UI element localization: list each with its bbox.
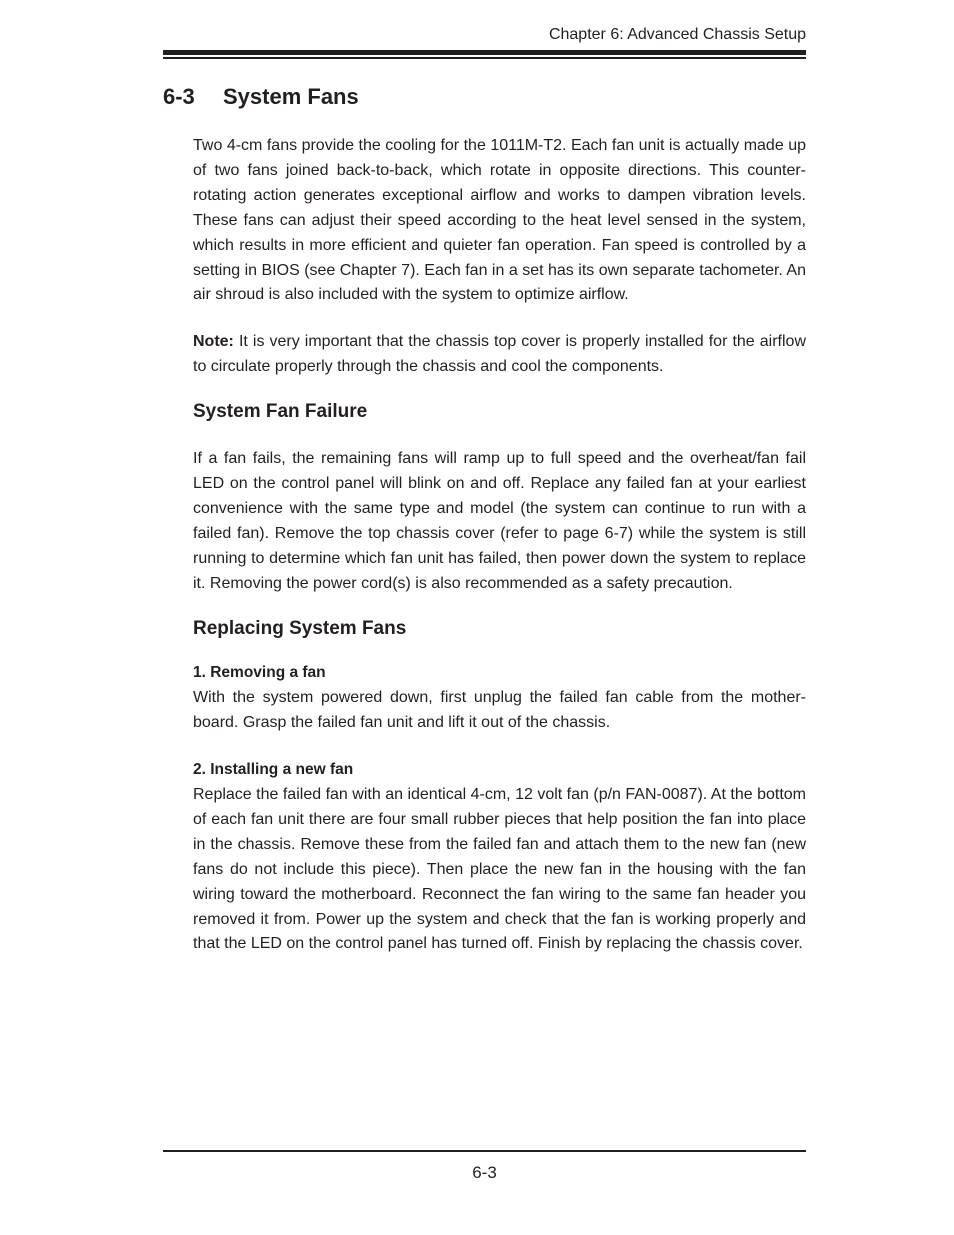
fan-failure-heading: System Fan Failure: [193, 401, 368, 423]
section-title: [163, 84, 359, 110]
note-paragraph: [193, 330, 806, 380]
replacing-fans-heading: Replacing System Fans: [193, 617, 407, 639]
step1-text: With the system powered down, first unplug the failed fan cable from the mother-board. Grasp the failed fan unit and lift it out of the chassis.: [193, 689, 806, 732]
section-title-text: System Fans: [223, 84, 359, 109]
note-label: Note:: [193, 333, 234, 351]
page-content: [193, 134, 806, 957]
fan-failure-paragraph: If a fan fails, the remaining fans will ramp up to full speed and the overheat/fan fail LED on the control panel will blink on and off. Replace any failed fan at your earliest convenience with the same type and model (the system can continue to run with a failed fan). Remove the top chassis cover (refer to page 6-7) while the system is still running to determine which fan unit has failed, then power down the system to replace it. Removing the power cord(s) is also recommended as a safety precaution.: [193, 450, 806, 592]
section-number: 6-3: [163, 84, 195, 109]
step1-title: 1. Removing a fan: [193, 664, 326, 682]
step2-text: Replace the failed fan with an identical 4-cm, 12 volt fan (p/n FAN-0087). At the bottom of each fan unit there are four small rubber pieces that help position the fan into place in the chassis. Remove these from the failed fan and attach them to the new fan (new fans do not include this piece). Then place the new fan in the housing with the fan wiring toward the motherboard. Reconnect the fan wiring to the same fan header you removed it from. Power up the system and check that the fan is working properly and that the LED on the control panel has turned off. Finish by replacing the chassis cover.: [193, 786, 806, 953]
step2-title: 2. Installing a new fan: [193, 761, 354, 779]
note-text: It is very important that the chassis top cover is properly installed for the airflow to circulate properly through the chassis and cool the components.: [193, 333, 806, 376]
page-number: 6-3: [472, 1163, 497, 1182]
intro-paragraph: Two 4-cm fans provide the cooling for the 1011M-T2. Each fan unit is actually made up of two fans joined back-to-back, which rotate in opposite directions. This counter-rotating action generates exceptional airflow and works to dampen vibration levels. These fans can adjust their speed according to the heat level sensed in the system, which results in more efficient and quieter fan operation. Fan speed is controlled by a setting in BIOS (see Chapter 7). Each fan in a set has its own separate tachometer. An air shroud is also included with the system to optimize airflow.: [193, 137, 806, 304]
header-rule-thin: [163, 57, 806, 59]
chapter-header: Chapter 6: Advanced Chassis Setup: [548, 26, 806, 43]
footer-rule: [163, 1150, 806, 1152]
header-rule-thick: [163, 50, 806, 55]
